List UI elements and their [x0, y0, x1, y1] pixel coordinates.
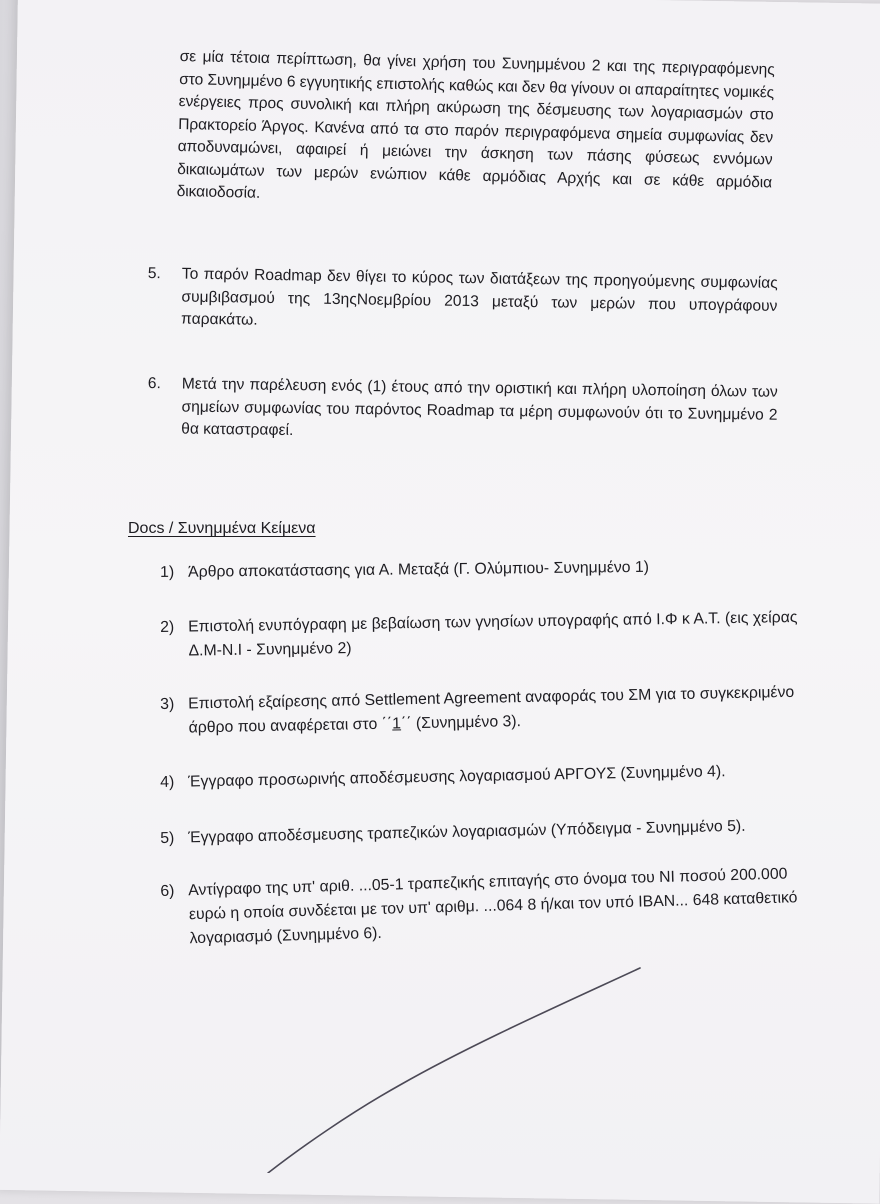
doc-text-after: ΄΄ (Συνημμένο 3).	[400, 713, 522, 733]
docs-heading: Docs / Συνημμένα Κείμενα	[128, 520, 316, 537]
doc-text-underlined: 1	[392, 715, 402, 733]
doc-number: 2)	[160, 618, 175, 636]
doc-text: Επιστολή ενυπόγραφη με βεβαίωση των γνησίων υπογραφής από Ι.Φ κ Α.Τ. (εις χείρας Δ.Μ-Ν.Ι - Συνημμένο 2)	[188, 608, 798, 660]
item-number: 5.	[147, 264, 161, 283]
doc-text: Έγγραφο αποδέσμευσης τραπεζικών λογαριασμών (Υπόδειγμα - Συνημμένο 5).	[188, 817, 746, 847]
doc-number: 5)	[160, 829, 175, 847]
item-number: 6.	[147, 374, 161, 393]
doc-text: Άρθρο αποκατάστασης για Α. Μεταξά (Γ. Ολύμπιου- Συνημμένο 1)	[188, 558, 650, 581]
item-text: Μετά την παρέλευση ενός (1) έτους από την οριστική και πλήρη υλοποίηση όλων των σημείων συμφωνίας του παρόντος Roadmap τα μέρη συμφωνούν ότι το Συνημμένο 2 θα καταστραφεί.	[181, 375, 778, 440]
doc-text: Αντίγραφο της υπ' αριθ. ...05-1 τραπεζικής επιταγής στο όνομα του ΝΙ ποσού 200.000 ευρώ η οποία συνδέεται με τον υπ' αριθμ. ...064 8 ή/και τον υπό IBAN... 648 καταθετικό λογαριασμό (Συνημμένο 6).	[188, 865, 798, 948]
doc-number: 3)	[160, 695, 175, 713]
doc-number: 1)	[160, 563, 175, 581]
paragraph-continuation: σε μία τέτοια περίπτωση, θα γίνει χρήση του Συνημμένου 2 και της περιγραφόμενης στο Συνημμένο 6 εγγυητικής επιστολής καθώς και δεν θα γίνουν οι απαραίτητες νομικές ενέργειες προς συνολική και πλήρη ακύρωση της δέσμευσης των λογαριασμών στο Πρακτορείο Άργος. Κανένα από τα στο παρόν περιγραφόμενα σημεία συμφωνίας δεν αποδυναμώνει, αφαιρεί ή μειώνει την άσκηση των πάσης φύσεως εννόμων δικαιωμάτων των μερών ενώπιον κάθε αρμόδιας Αρχής και σε κάθε αρμόδια δικαιοδοσία.	[176, 47, 775, 202]
doc-text-before: Επιστολή εξαίρεσης από Settlement Agreement αναφοράς του ΣΜ για το συγκεκριμένο άρθρο που αναφέρεται στο ΄΄	[188, 683, 795, 737]
doc-text: Έγγραφο προσωρινής αποδέσμευσης λογαριασμού ΑΡΓΟΥΣ (Συνημμένο 4).	[188, 763, 726, 791]
item-text: Το παρόν Roadmap δεν θίγει το κύρος των διατάξεων της προηγούμενης συμφωνίας συμβιβασμού της 13ηςΝοεμβρίου 2013 μεταξύ των μερών που υπογράφουν παρακάτω.	[180, 265, 778, 329]
doc-number: 6)	[160, 882, 175, 900]
doc-number: 4)	[160, 773, 175, 791]
